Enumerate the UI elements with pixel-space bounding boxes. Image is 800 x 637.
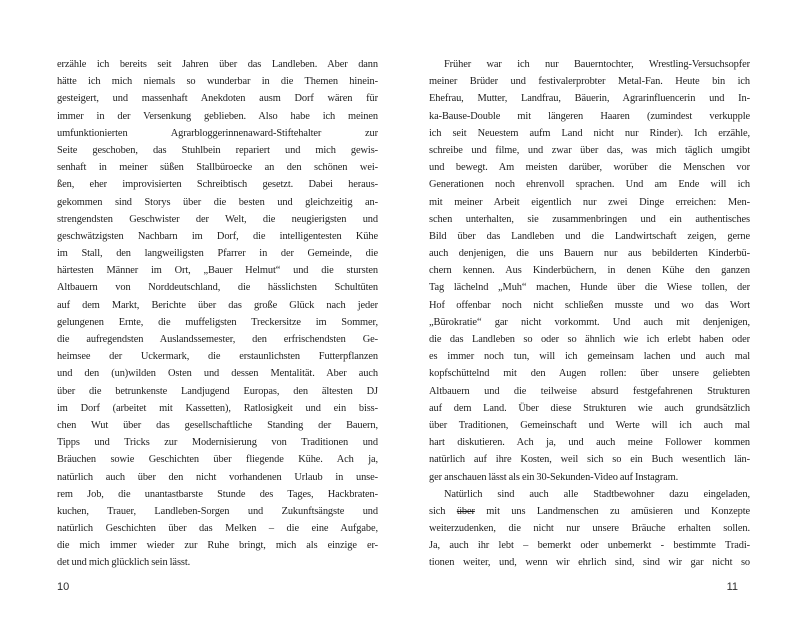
text-line: und bewegt. Am meisten darüber, worüber die Menschen vor	[429, 162, 750, 174]
text-line: kuchen, Trauer, Landleben-Sorgen und Zukunftsängste und	[57, 505, 378, 517]
text-line: Bild über das Landleben und die Landwirtschaft zeigen, gerne	[429, 230, 750, 242]
text-line: Bräuchen sowie Geschichten über fliegende Kühe. Ach ja,	[57, 454, 378, 466]
text-line: schreibe und filme, und zwar über das, was mich täglich umgibt	[429, 144, 750, 156]
page-number-right: 11	[726, 581, 738, 593]
text-line: geschwätzigsten Nachbarn im Dorf, die intelligentesten Kühe	[57, 230, 378, 242]
text-line: „Bürokratie“ gar nicht vorkommt. Und auch mit denjenigen,	[429, 316, 750, 328]
text-line: gelungenen Ernte, die muffeligsten Treckersitze im Sommer,	[57, 316, 378, 328]
text-line: auf dem Markt, Berichte über das große Glück nach jeder	[57, 299, 378, 311]
text-line: sich über mit uns Landmenschen zu amüsieren und Konzepte	[429, 505, 750, 517]
text-line: immer in der Versenkung geblieben. Also habe ich meinen	[57, 110, 378, 122]
text-line: Altbauern und die teilweise absurd festgefahrenen Strukturen	[429, 385, 750, 397]
text-line: Natürlich sind auch alle Stadtbewohner dazu eingeladen,	[444, 488, 750, 500]
text-line: die aufregendsten Auslandssemester, den erfrischendsten Ge-	[57, 334, 378, 345]
text-line: kopfschüttelnd mit den Augen rollen: über unsere geliebten	[429, 368, 750, 380]
page-number-left: 10	[57, 581, 70, 593]
text-line: Ehefrau, Mutter, Landfrau, Bäuerin, Agrarinfluencerin und In-	[429, 93, 750, 105]
text-line: Hof offenbar noch nicht schließen musste und wo das Wort	[429, 299, 750, 311]
text-line: natürlich Geschichten über das Melken – die eine Aufgabe,	[57, 523, 378, 535]
text-line: auf dem Land. Über diese Strukturen wie auch grundsätzlich	[429, 402, 750, 414]
text-line: es immer noch tun, will ich gemeinsam lachen und auch mal	[429, 351, 750, 363]
text-line: über die betrunkenste Landjugend Europas, den ältesten DJ	[57, 385, 378, 397]
text-line: chern kennen. Aus Kinderbüchern, in denen Kühe den ganzen	[429, 265, 750, 277]
text-line: weiterzudenken, die nicht nur unsere Bräuche erhalten sollen.	[429, 523, 750, 535]
text-line: über Traditionen, Gemeinschaft und Werte will ich auch mal	[429, 419, 750, 431]
text-line: chen Wut über das gesellschaftliche Standing der Bauern,	[57, 419, 378, 431]
text-line: natürlich auch über den nicht vorhandenen Urlaub in unse-	[57, 471, 378, 483]
text-line: Tipps und Tricks zur Modernisierung von Traditionen und	[57, 437, 378, 449]
text-line: rem Job, die unantastbarste Stunde des Tages, Hackbraten-	[57, 488, 378, 500]
text-line: im Dorf (arbeitet mit Kassetten), Ratlosigkeit und ein biss-	[57, 402, 378, 414]
text-line: ka-Bause-Double mit längeren Haaren (zumindest verkupple	[429, 110, 750, 122]
text-line: mit meiner Arbeit eigentlich nur zwei Dinge erreichen: Men-	[429, 196, 750, 208]
text-line: gesteigert, und massenhaft Anekdoten ausm Dorf wären für	[57, 93, 378, 105]
crossed-out-word: über	[456, 505, 475, 517]
text-line: tionen weiter, und, wenn wir ehrlich sind, sind wir gar nicht so	[429, 557, 750, 569]
text-line: gekommen sind Storys über die besten und gleichzeitig an-	[57, 196, 378, 208]
text-line: Tag lächelnd „Muh“ machen, Hunde über die Wiese tollen, der	[429, 282, 750, 294]
text-line: die mich immer wieder zur Ruhe bringt, mich als einzige er-	[57, 540, 378, 552]
text-line: ich seit Neuestem aufm Land nicht nur Rinder). Ich erzähle,	[429, 127, 750, 139]
text-line: Früher war ich nur Bauerntochter, Wrestling-Versuchsopfer	[444, 59, 750, 70]
text-line: auch denjenigen, die uns Bauern nur aus bebilderten Kinderbü-	[429, 248, 750, 260]
text-line: Ja, auch ihr lebt – bemerkt oder unbemerkt - bestimmte Tradi-	[429, 540, 750, 552]
text-line: die das Landleben so oder so ähnlich wie ich erlebt haben oder	[429, 334, 750, 345]
text-line: ger anschauen lässt als ein 30-Sekunden-Video auf Instagram.	[429, 471, 679, 483]
text-line: umfunktionierten Agrarbloggerinnenaward-Stiftehalter zur	[57, 127, 378, 139]
text-line: im Stall, den langweiligsten Pfarrer in der Gemeinde, die	[57, 248, 378, 260]
text-line: hätte ich mich niemals so wunderbar in die Themen hinein-	[57, 76, 378, 88]
text-line: härtesten Männer im Ort, „Bauer Helmut“ und die stursten	[57, 265, 378, 277]
text-line: hart diskutieren. Ach ja, und auch meine Follower kommen	[429, 437, 750, 449]
text-line: det und mich glücklich sein lässt.	[57, 557, 191, 569]
text-line: schen unterhalten, sie zusammenbringen und ein authentisches	[429, 213, 750, 225]
text-line: heimsee der Uckermark, die erstaunlichsten Futterpflanzen	[57, 351, 378, 363]
text-line: Seite geschoben, das Stuhlbein repariert und mich gewis-	[57, 144, 378, 156]
page-right-text-block	[429, 56, 750, 572]
text-line: und den (un)wilden Osten und dessen Mentalität. Aber auch	[57, 368, 378, 380]
text-line: natürlich auf ihre Kosten, weil sich so ein Buch wesentlich län-	[429, 454, 750, 466]
text-line: Altbauern von Norddeutschland, die hässlichsten Schultüten	[57, 282, 378, 294]
text-line: strengendsten Geschwister der Welt, die neugierigsten und	[57, 213, 378, 225]
text-line: erzähle ich bereits seit Jahren über das Landleben. Aber dann	[57, 59, 378, 70]
text-line: senhaft in meiner süßen Stallbüroecke an den schönen wei-	[57, 162, 378, 174]
text-line: meiner Brüder und festivalerprobter Metal-Fan. Heute bin ich	[429, 76, 750, 88]
text-line: ßen, eher improvisierten Schreibtisch gesetzt. Dabei heraus-	[57, 179, 378, 191]
text-line: Generationen noch ehrenvoll sprachen. Und am Ende will ich	[429, 179, 750, 191]
page-left-text-block	[57, 56, 378, 572]
